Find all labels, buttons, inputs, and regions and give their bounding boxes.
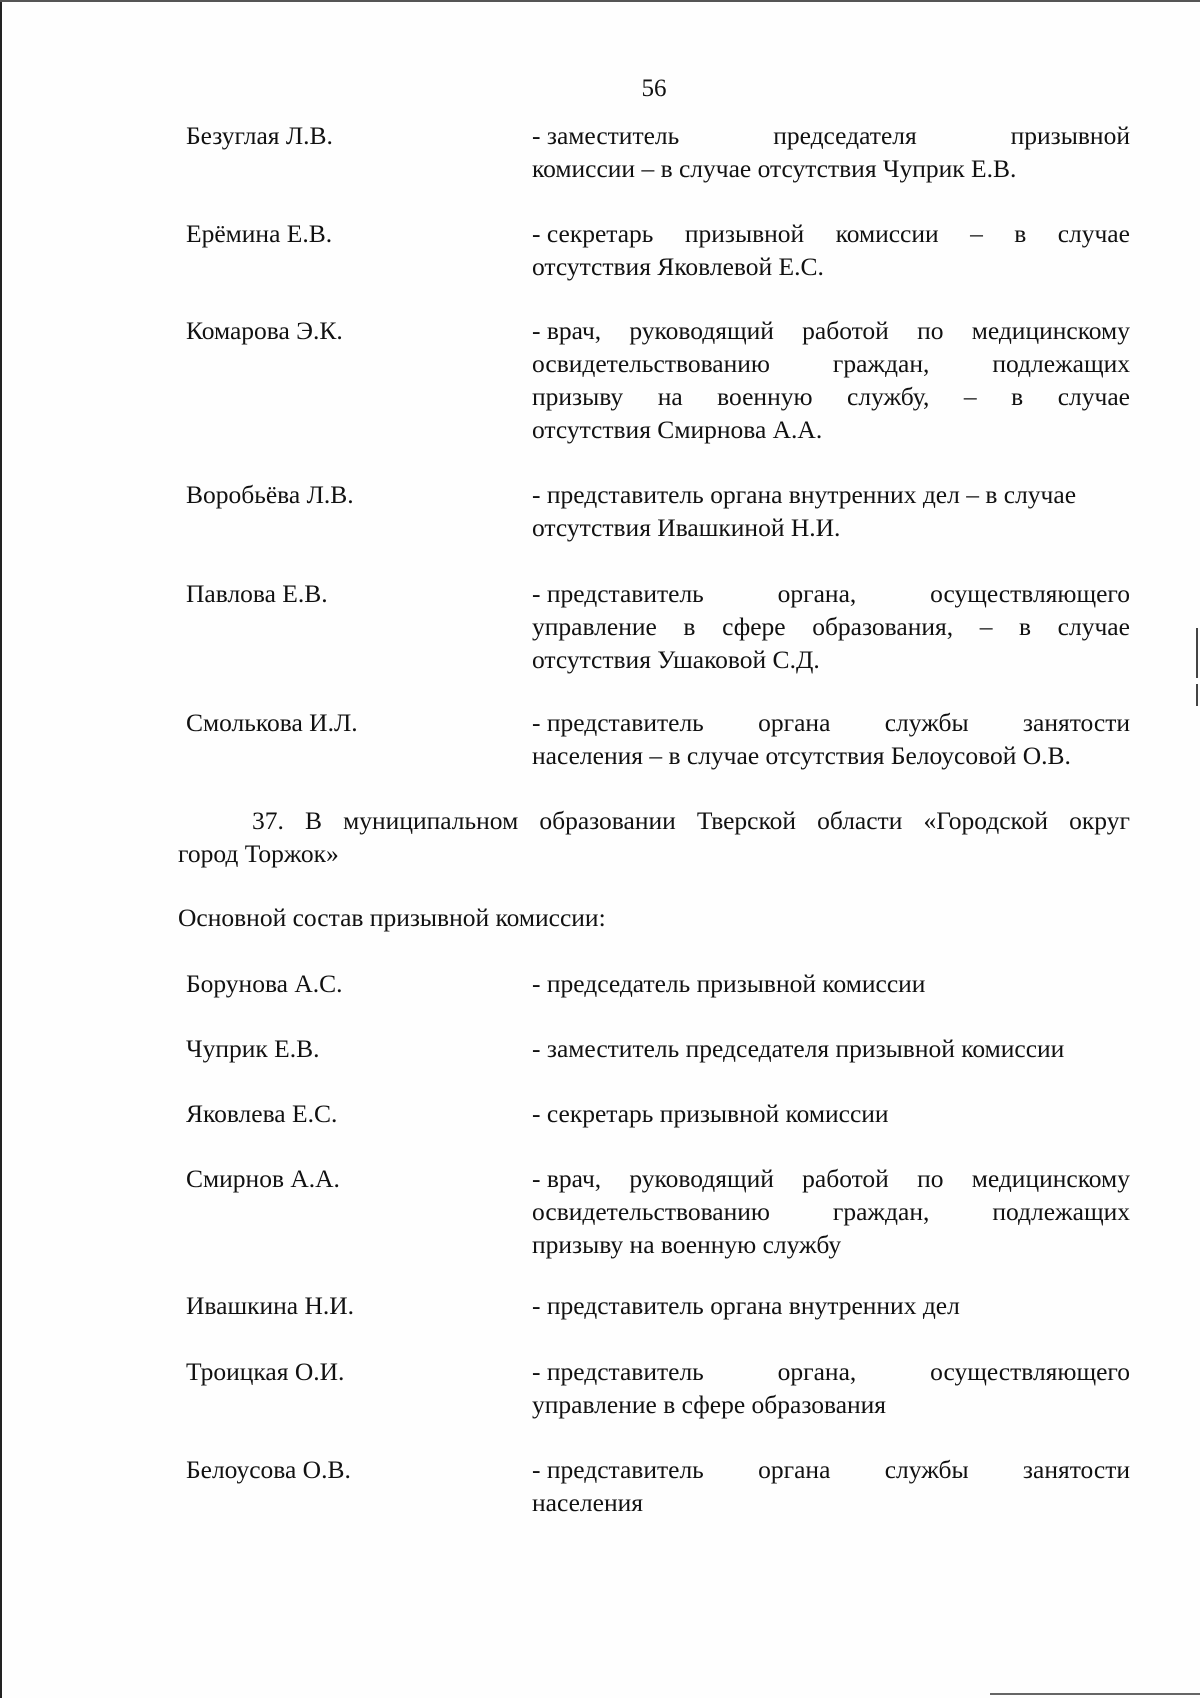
text-line — [532, 1032, 1130, 1065]
text-segment: отсутствия Смирнова А.А. — [532, 415, 823, 444]
text-segment: работой — [802, 316, 889, 345]
text-line — [532, 1228, 1130, 1261]
text-line — [532, 1355, 1130, 1388]
text-segment: по — [917, 1164, 944, 1193]
text-segment: освидетельствованию — [532, 1197, 770, 1226]
member-role — [532, 478, 1130, 544]
member-name: Воробьёва Л.В. — [186, 480, 354, 509]
text-segment: руководящий — [629, 316, 774, 345]
text-segment: руководящий — [629, 1164, 774, 1193]
text-segment: службы — [884, 708, 969, 737]
member-role — [532, 119, 1130, 185]
text-line — [532, 1453, 1130, 1486]
member-name: Ерёмина Е.В. — [186, 219, 333, 248]
text-segment: - представитель — [532, 708, 704, 737]
text-segment: медицинскому — [971, 1164, 1130, 1193]
text-segment: занятости — [1022, 1455, 1130, 1484]
text-segment: город Торжок» — [178, 839, 339, 868]
text-segment: медицинскому — [971, 316, 1130, 345]
scan-edge-left — [0, 0, 2, 1698]
text-segment: - председатель призывной комиссии — [532, 969, 926, 998]
text-segment: - врач, — [532, 1164, 602, 1193]
member-name: Павлова Е.В. — [186, 579, 328, 608]
text-segment: граждан, — [832, 1197, 930, 1226]
text-segment: – — [970, 219, 983, 248]
text-segment: органа — [758, 1455, 831, 1484]
member-role — [532, 1289, 1130, 1322]
text-segment: – — [979, 612, 993, 641]
member-role — [532, 967, 1130, 1000]
member-name: Смирнов А.А. — [186, 1164, 340, 1193]
text-segment: комиссии – в случае отсутствия Чуприк Е.В. — [532, 154, 1017, 183]
text-line — [532, 1289, 1130, 1322]
member-name: Борунова А.С. — [186, 969, 343, 998]
member-role — [532, 314, 1130, 446]
text-segment: - секретарь — [532, 219, 654, 248]
text-segment: призывной — [684, 219, 805, 248]
text-segment: граждан, — [832, 349, 930, 378]
text-segment: случае — [1057, 219, 1130, 248]
text-line — [532, 610, 1130, 643]
text-segment: «Городской — [923, 806, 1049, 835]
member-role — [532, 1355, 1130, 1421]
scan-edge-top — [0, 0, 1200, 2]
text-segment: работой — [802, 1164, 889, 1193]
text-line — [532, 478, 1130, 511]
text-segment: случае — [1057, 612, 1130, 641]
text-segment: в — [683, 612, 696, 641]
text-segment: осуществляющего — [930, 579, 1130, 608]
text-segment: призыву — [532, 382, 624, 411]
text-segment: по — [917, 316, 944, 345]
text-segment: - представитель органа внутренних дел – в случае — [532, 480, 1077, 509]
text-segment: Тверской — [696, 806, 796, 835]
member-name: Белоусова О.В. — [186, 1455, 351, 1484]
text-line — [532, 250, 1130, 283]
text-line — [532, 706, 1130, 739]
text-line — [532, 119, 1130, 152]
text-segment: в — [1011, 382, 1024, 411]
member-name: Безуглая Л.В. — [186, 121, 333, 150]
text-line — [532, 739, 1130, 772]
text-segment: занятости — [1022, 708, 1130, 737]
text-segment: освидетельствованию — [532, 349, 770, 378]
text-segment: службу, — [847, 382, 930, 411]
text-line — [532, 643, 1130, 676]
member-name: Чуприк Е.В. — [186, 1034, 320, 1063]
text-line — [532, 1097, 1130, 1130]
text-segment: - представитель — [532, 1455, 704, 1484]
text-segment: в — [1014, 219, 1027, 248]
text-line — [532, 511, 1130, 544]
text-segment: подлежащих — [992, 349, 1130, 378]
text-segment: - представитель органа внутренних дел — [532, 1291, 960, 1320]
member-role — [532, 217, 1130, 283]
text-segment: осуществляющего — [930, 1357, 1130, 1386]
text-segment: образовании — [539, 806, 676, 835]
text-segment: службы — [884, 1455, 969, 1484]
text-line — [532, 1486, 1130, 1519]
text-segment: сфере — [722, 612, 786, 641]
text-segment: - секретарь призывной комиссии — [532, 1099, 889, 1128]
scan-edge-right — [1196, 628, 1198, 678]
member-role — [532, 1162, 1130, 1261]
text-segment: отсутствия Ушаковой С.Д. — [532, 645, 820, 674]
text-segment: в — [1019, 612, 1032, 641]
text-line — [532, 380, 1130, 413]
text-line — [178, 837, 1130, 870]
text-segment: органа — [758, 708, 831, 737]
text-segment: – — [963, 382, 977, 411]
member-role — [532, 1097, 1130, 1130]
text-segment: области — [817, 806, 903, 835]
text-segment: комиссии — [835, 219, 939, 248]
composition-subheading: Основной состав призывной комиссии: — [178, 903, 606, 932]
text-line — [532, 967, 1130, 1000]
text-segment: на — [657, 382, 683, 411]
text-segment: отсутствия Яковлевой Е.С. — [532, 252, 824, 281]
text-line — [532, 347, 1130, 380]
scan-edge-right — [1196, 684, 1198, 706]
section-37-paragraph — [178, 804, 1130, 870]
text-segment: - заместитель — [532, 121, 680, 150]
text-segment: - заместитель председателя призывной комиссии — [532, 1034, 1065, 1063]
text-segment: - представитель — [532, 579, 704, 608]
text-segment: управление — [532, 612, 657, 641]
text-segment: населения — [532, 1488, 643, 1517]
member-name: Ивашкина Н.И. — [186, 1291, 355, 1320]
text-segment: 37. — [252, 806, 284, 835]
text-segment: органа, — [777, 1357, 857, 1386]
text-segment: военную — [717, 382, 813, 411]
text-segment: округ — [1069, 806, 1130, 835]
text-segment: - врач, — [532, 316, 602, 345]
member-name: Троицкая О.И. — [186, 1357, 345, 1386]
member-role — [532, 1032, 1130, 1065]
text-segment: отсутствия Ивашкиной Н.И. — [532, 513, 841, 542]
text-line — [178, 804, 1130, 837]
text-segment: случае — [1057, 382, 1130, 411]
text-line — [532, 152, 1130, 185]
text-line — [532, 1195, 1130, 1228]
member-role — [532, 706, 1130, 772]
text-segment: призывной — [1010, 121, 1130, 150]
text-segment: населения – в случае отсутствия Белоусовой О.В. — [532, 741, 1071, 770]
text-line — [532, 413, 1130, 446]
member-role — [532, 577, 1130, 676]
scan-edge-bottom — [990, 1693, 1200, 1695]
text-segment: образования, — [812, 612, 954, 641]
member-name: Смолькова И.Л. — [186, 708, 358, 737]
member-name: Яковлева Е.С. — [186, 1099, 338, 1128]
text-segment: призыву на военную службу — [532, 1230, 842, 1259]
text-line — [532, 314, 1130, 347]
text-line — [532, 577, 1130, 610]
text-segment: муниципальном — [343, 806, 519, 835]
text-line — [532, 1388, 1130, 1421]
text-segment: председателя — [773, 121, 917, 150]
text-segment: В — [305, 806, 323, 835]
member-role — [532, 1453, 1130, 1519]
text-line — [532, 1162, 1130, 1195]
text-line — [532, 217, 1130, 250]
text-segment: органа, — [777, 579, 857, 608]
text-segment: подлежащих — [992, 1197, 1130, 1226]
page-number: 56 — [641, 75, 667, 102]
member-name: Комарова Э.К. — [186, 316, 343, 345]
text-segment: управление в сфере образования — [532, 1390, 887, 1419]
text-segment: - представитель — [532, 1357, 704, 1386]
